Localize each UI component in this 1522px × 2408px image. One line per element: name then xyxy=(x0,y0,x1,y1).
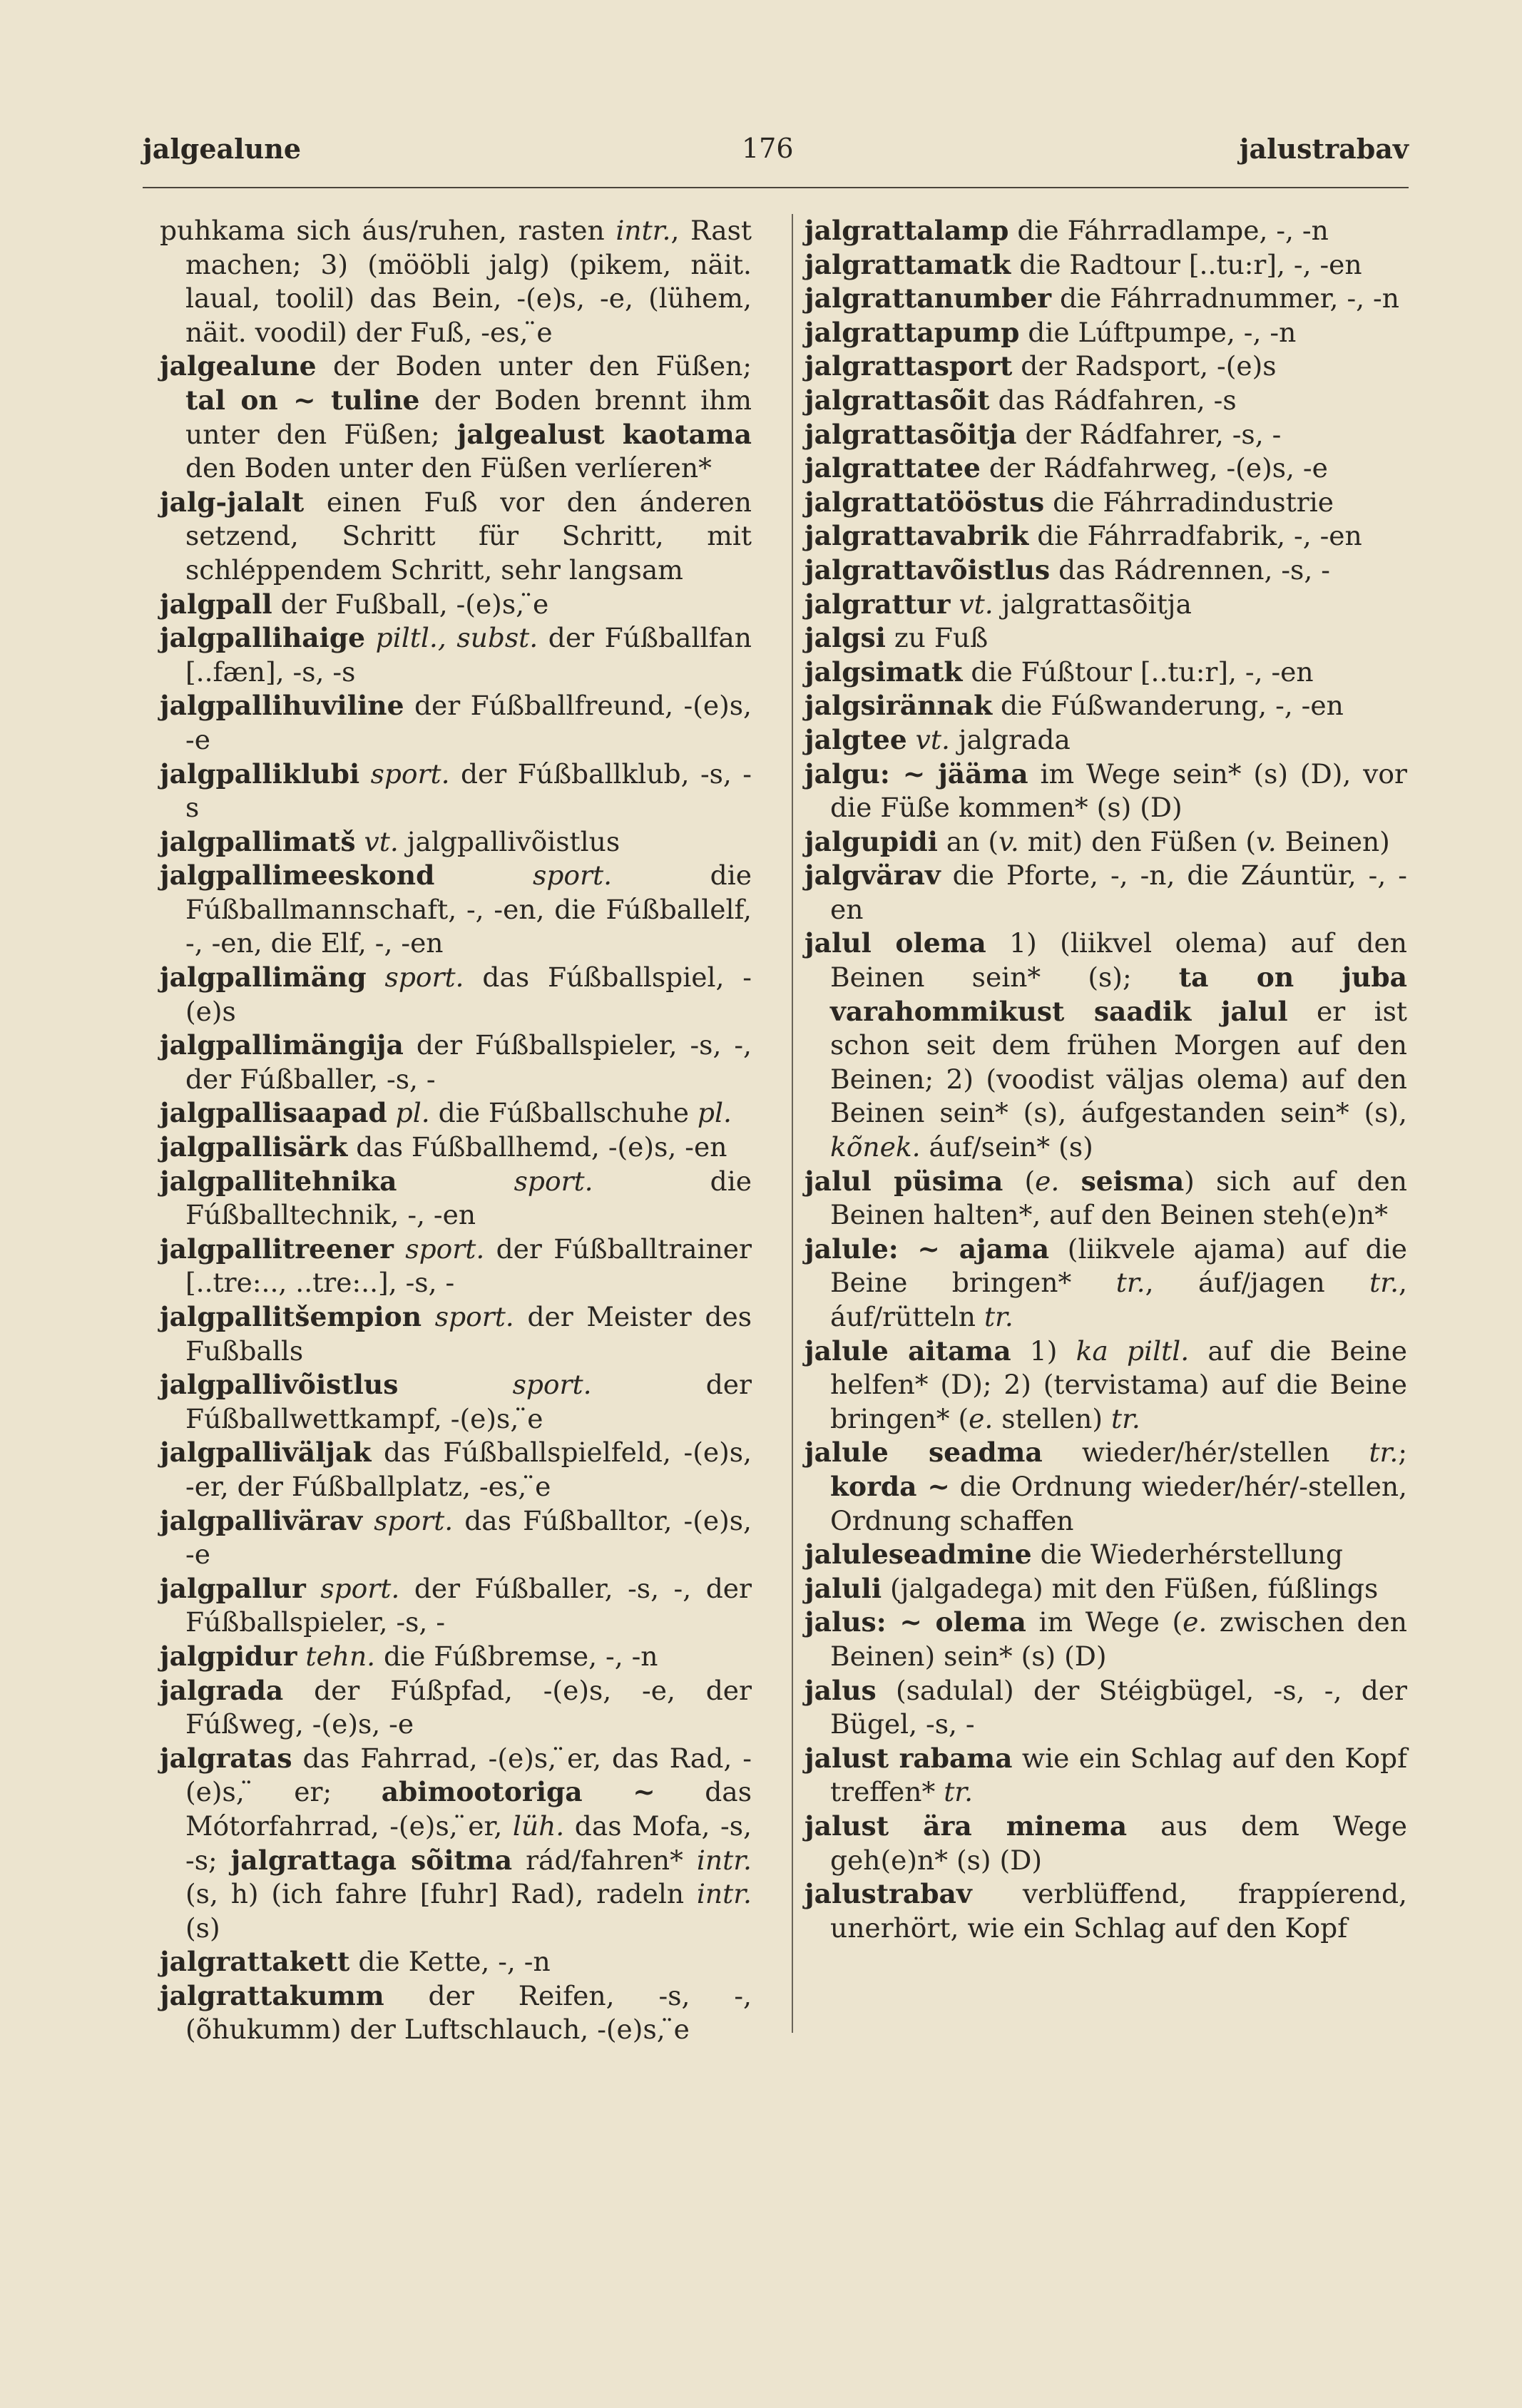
dictionary-entry: jalgpalliväljak das Fúßballspielfeld, -(e)s, -er, der Fúßballplatz, -es, ̈e xyxy=(160,1437,752,1502)
dictionary-entry: jalust rabama wie ein Schlag auf den Kopf treffen* tr. xyxy=(805,1742,1407,1808)
dictionary-entry: jalus (sadulal) der Stéigbügel, -s, -, der Bügel, -s, - xyxy=(805,1674,1407,1740)
right-guide-word: jalustrabav xyxy=(1239,133,1409,165)
dictionary-entry: jalgpallimängija der Fúßballspieler, -s, -, der Fúßballer, -s, - xyxy=(160,1029,752,1095)
dictionary-entry: jalgpallivärav sport. das Fúßballtor, -(e)s, -e xyxy=(160,1504,752,1571)
dictionary-entry: jalgtee vt. jalgrada xyxy=(805,723,1071,755)
dictionary-entry: jalgsimatk die Fúßtour [..tu:r], -, -en xyxy=(805,655,1314,688)
dictionary-entry: jalgu: ~ jääma im Wege sein* (s) (D), vor die Füße kommen* (s) (D) xyxy=(805,757,1408,824)
dictionary-entry: jalgpallitreener sport. der Fúßballtrainer [..tre:.., ..tre:..], -s, - xyxy=(160,1233,752,1299)
dictionary-entry: jalgrattakett die Kette, -, -n xyxy=(160,1946,551,1978)
dictionary-entry: jalul olema 1) (liikvel olema) auf den Beinen sein* (s); ta on juba varahommikust saadik jalul er ist schon seit dem frühen Morgen auf den Beinen; 2) (voodist väljas olema) auf den Beinen sein* (s), áufgestanden sein* (s), kõnek. áuf/sein* (s) xyxy=(805,927,1408,1163)
dictionary-entry: jaluleseadmine die Wiederhérstellung xyxy=(805,1539,1343,1571)
dictionary-entry: jalgpallur sport. der Fúßballer, -s, -, der Fúßballspieler, -s, - xyxy=(160,1572,752,1638)
dictionary-entry: jalgpallihaige piltl., subst. der Fúßballfan [..fæn], -s, -s xyxy=(160,622,752,688)
page-number: 176 xyxy=(742,133,794,164)
dictionary-entry: jalgupidi an (v. mit) den Füßen (v. Beinen) xyxy=(805,825,1390,857)
dictionary-entry: jalgpall der Fußball, -(e)s, ̈e xyxy=(160,588,549,620)
dictionary-entry: jalgrattakumm der Reifen, -s, -, (õhukumm) der Luftschlauch, -(e)s, ̈e xyxy=(160,1979,752,2046)
dictionary-entry: jalgrada der Fúßpfad, -(e)s, -e, der Fúßweg, -(e)s, -e xyxy=(160,1674,752,1740)
dictionary-entry: jalgrattamatk die Radtour [..tu:r], -, -en xyxy=(805,248,1362,280)
dictionary-entry: jalul püsima (e. seisma) sich auf den Beinen halten*, auf den Beinen steh(e)n* xyxy=(805,1165,1407,1231)
dictionary-entry: jalgrattanumber die Fáhrradnummer, -, -n xyxy=(805,282,1399,315)
dictionary-entry: jalgrattapump die Lúftpumpe, -, -n xyxy=(805,316,1297,348)
dictionary-entry: jalgrattavabrik die Fáhrradfabrik, -, -en xyxy=(805,520,1362,552)
dictionary-entry: jalgrattatööstus die Fáhrradindustrie xyxy=(805,486,1334,518)
dictionary-entry: jalgvärav die Pforte, -, -n, die Záuntür, -, -en xyxy=(805,859,1407,925)
dictionary-entry: jalgpallisaapad pl. die Fúßballschuhe pl. xyxy=(160,1097,732,1129)
dictionary-entry: jalgpalliklubi sport. der Fúßballklub, -s, -s xyxy=(160,757,752,824)
dictionary-entry: jalgpallimatš vt. jalgpallivõistlus xyxy=(160,825,620,857)
dictionary-entry: jalg-jalalt einen Fuß vor den ánderen setzend, Schritt für Schritt, mit schléppendem Schritt, sehr langsam xyxy=(160,486,752,586)
dictionary-entry: jalgrattalamp die Fáhrradlampe, -, -n xyxy=(805,215,1329,246)
dictionary-entry: jalgpallimeeskond sport. die Fúßballmannschaft, -, -en, die Fúßballelf, -, -en, die Elf, -, -en xyxy=(160,859,752,959)
dictionary-entry: jalgrattatee der Rádfahrweg, -(e)s, -e xyxy=(805,452,1328,484)
left-column xyxy=(160,214,752,2047)
header-rule xyxy=(143,187,1409,188)
dictionary-entry: jalgrattavõistlus das Rádrennen, -s, - xyxy=(805,553,1330,586)
dictionary-entry: jalgpallimäng sport. das Fúßballspiel, -(e)s xyxy=(160,961,752,1027)
dictionary-entry: jalust ära minema aus dem Wege geh(e)n* (s) (D) xyxy=(805,1810,1407,1876)
dictionary-entry: puhkama sich áus/ruhen, rasten intr., Rast machen; 3) (mööbli jalg) (pikem, näit. laual, toolil) das Bein, -(e)s, -e, (lühem, näit. voodil) der Fuß, -es, ̈e xyxy=(160,215,752,348)
dictionary-entry: jalgsi zu Fuß xyxy=(805,622,989,654)
dictionary-entry: jalustrabav verblüffend, frappíerend, unerhört, wie ein Schlag auf den Kopf xyxy=(805,1878,1407,1944)
dictionary-entry: jalgrattasõitja der Rádfahrer, -s, - xyxy=(805,418,1282,450)
dictionary-entry: jalgpallihuviline der Fúßballfreund, -(e)s, -e xyxy=(160,690,752,755)
dictionary-entry: jalule aitama 1) ka piltl. auf die Beine helfen* (D); 2) (tervistama) auf die Beine bringen* (e. stellen) tr. xyxy=(805,1335,1408,1434)
dictionary-entry: jalgpallivõistlus sport. der Fúßballwettkampf, -(e)s, ̈e xyxy=(160,1369,752,1434)
dictionary-entry: jaluli (jalgadega) mit den Füßen, fúßlings xyxy=(805,1572,1379,1604)
page-header xyxy=(143,133,1409,175)
dictionary-entry: jalgsirännak die Fúßwanderung, -, -en xyxy=(805,690,1344,722)
dictionary-entry: jalule seadma wieder/hér/stellen tr.; korda ~ die Ordnung wieder/hér/-stellen, Ordnung schaffen xyxy=(805,1437,1407,1536)
dictionary-entry: jalus: ~ olema im Wege (e. zwischen den Beinen) sein* (s) (D) xyxy=(805,1606,1407,1672)
dictionary-entry: jalgpallitšempion sport. der Meister des Fußballs xyxy=(160,1301,752,1367)
dictionary-entry: jalule: ~ ajama (liikvele ajama) auf die Beine bringen* tr., áuf/jagen tr., áuf/rütteln tr. xyxy=(805,1233,1407,1332)
dictionary-entry: jalgratas das Fahrrad, -(e)s, ̈er, das Rad, -(e)s, ̈er; abimootoriga ~ das Mótorfahrrad, -(e)s, ̈er, lüh. das Mofa, -s, -s; jalgrattaga sõitma rád/fahren* intr. (s, h) (ich fahre [fuhr] Rad), radeln intr. (s) xyxy=(160,1742,752,1944)
dictionary-entry: jalgrattur vt. jalgrattasõitja xyxy=(805,588,1192,620)
right-column xyxy=(805,214,1407,1945)
dictionary-entry: jalgpallisärk das Fúßballhemd, -(e)s, -en xyxy=(160,1131,727,1163)
left-guide-word: jalgealune xyxy=(143,133,302,165)
dictionary-entry: jalgrattasõit das Rádfahren, -s xyxy=(805,384,1237,416)
dictionary-entry: jalgrattasport der Radsport, -(e)s xyxy=(805,350,1277,382)
column-divider xyxy=(792,214,793,2033)
dictionary-entry: jalgpallitehnika sport. die Fúßballtechnik, -, -en xyxy=(160,1165,752,1231)
dictionary-entry: jalgealune der Boden unter den Füßen; tal on ~ tuline der Boden brennt ihm unter den Füßen; jalgealust kaotama den Boden unter den Füßen verlíeren* xyxy=(160,350,752,484)
dictionary-entry: jalgpidur tehn. die Fúßbremse, -, -n xyxy=(160,1640,658,1672)
